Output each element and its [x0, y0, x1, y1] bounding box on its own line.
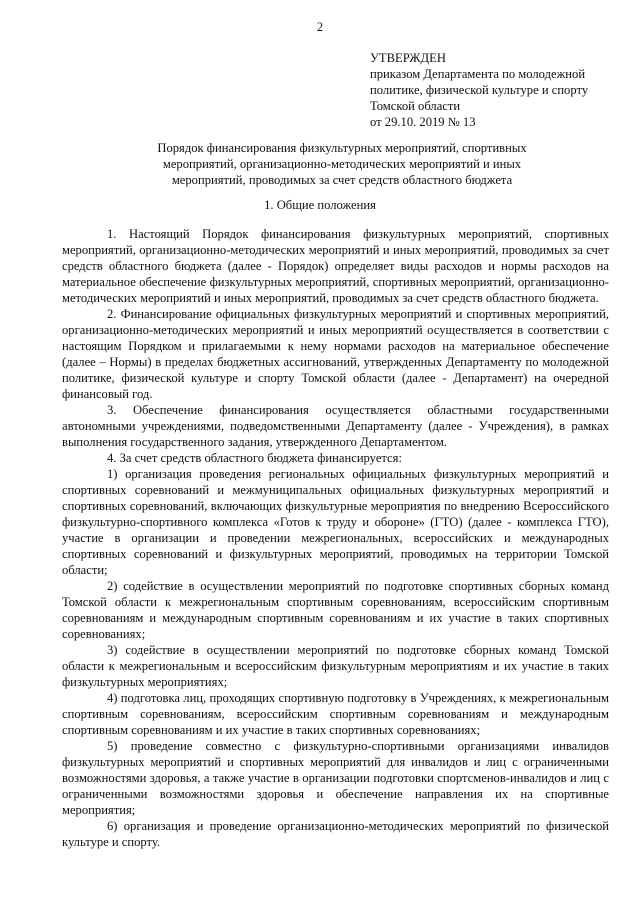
document-title-line: мероприятий, организационно-методических мероприятий и иных	[162, 157, 522, 171]
section-heading: 1. Общие положения	[264, 198, 376, 212]
list-item-5: 5) проведение совместно с физкультурно-спортивными организациями инвалидов физкультурных мероприятий и спортивных мероприятий для инвалидов и лиц с ограниченными возможностями здоровья, а также участие в организации подготовки спортсменов-инвалидов и лиц с ограниченными возможностями здоровья и обеспечение направления их на спортивные мероприятия;	[62, 739, 609, 817]
document-title-line: Порядок финансирования физкультурных мероприятий, спортивных	[157, 141, 527, 155]
list-item-2: 2) содействие в осуществлении мероприятий по подготовке спортивных сборных команд Томской области к межрегиональным спортивным соревнованиям, всероссийским спортивным соревнованиям и международным спортивным соревнованиям и их участие в таких спортивных соревнованиях;	[62, 579, 609, 641]
list-item-6: 6) организация и проведение организационно-методических мероприятий по физической культуре и спорту.	[62, 819, 609, 849]
approval-line: политике, физической культуре и спорту	[370, 83, 589, 97]
approval-date-line: от 29.10. 2019 № 13	[370, 115, 476, 129]
approval-block	[370, 50, 632, 130]
list-item-4: 4) подготовка лиц, проходящих спортивную подготовку в Учреждениях, к межрегиональным спортивным соревнованиям, всероссийским спортивным соревнованиям и международным спортивным соревнованиям и их участие в таких спортивных соревнованиях;	[62, 691, 609, 737]
paragraph-3: 3. Обеспечение финансирования осуществляется областными государственными автономными учреждениями, подведомственными Департаменту (далее - Учреждения), в рамках выполнения государственного задания, утвержденного Департаментом.	[62, 403, 609, 449]
document-title-line: мероприятий, проводимых за счет средств областного бюджета	[171, 173, 513, 187]
approval-line: Томской области	[370, 99, 461, 113]
paragraph-4: 4. За счет средств областного бюджета финансируется:	[107, 451, 402, 465]
list-item-3: 3) содействие в осуществлении мероприятий по подготовке сборных команд Томской области к межрегиональным и всероссийским физкультурным мероприятиям и их участие в таких физкультурных мероприятиях;	[62, 643, 609, 689]
list-item-1: 1) организация проведения региональных официальных физкультурных мероприятий и спортивных соревнований и межмуниципальных официальных физкультурных мероприятий и спортивных соревнований, включающих физкультурные мероприятия по внедрению Всероссийского физкультурно-спортивного комплекса «Готов к труду и обороне» (ГТО) (далее - комплекса ГТО), участие в организации и проведении межрегиональных, всероссийских и международных спортивных соревнований и физкультурных мероприятий, проводимых на территории Томской области;	[62, 467, 609, 577]
paragraph-2: 2. Финансирование официальных физкультурных мероприятий и спортивных мероприятий, организационно-методических мероприятий и иных мероприятий осуществляется в соответствии с настоящим Порядком и прилагаемыми к нему нормами расходов на материальное обеспечение (далее – Нормы) в пределах бюджетных ассигнований, утвержденных Департаменту по молодежной политике, физической культуре и спорту Томской области (далее - Департамент) на очередной финансовый год.	[62, 307, 609, 401]
page-number: 2	[316, 20, 324, 34]
paragraph-1: 1. Настоящий Порядок финансирования физкультурных мероприятий, спортивных мероприятий, организационно-методических мероприятий и иных мероприятий, проводимых за счет средств областного бюджета (далее - Порядок) определяет виды расходов и нормы расходов на материальное обеспечение физкультурных мероприятий, спортивных мероприятий, организационно-методических мероприятий и иных мероприятий, проводимых за счет средств областного бюджета.	[62, 227, 609, 305]
approval-title: УТВЕРЖДЕН	[370, 51, 446, 65]
approval-line: приказом Департамента по молодежной	[370, 67, 586, 81]
document-body	[62, 226, 609, 850]
document-title	[40, 140, 640, 188]
